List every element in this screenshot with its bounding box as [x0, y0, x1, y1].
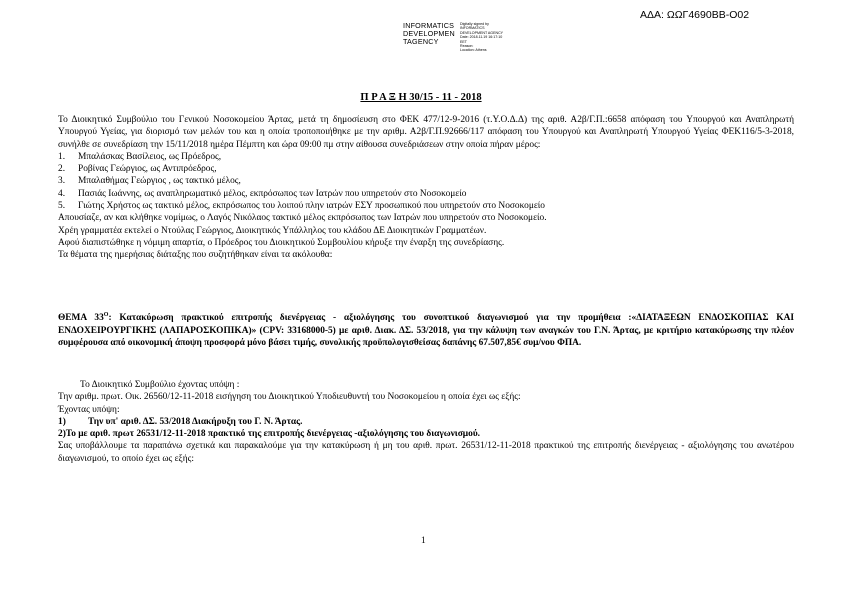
decision-block — [58, 379, 794, 465]
member-number: 4. — [58, 188, 66, 199]
member-number: 3. — [58, 176, 66, 187]
stamp-detail: Location: Athens — [460, 48, 487, 53]
agenda-line: Τα θέματα της ημερήσιας διάταξης που συζητήθηκαν είναι τα ακόλουθα: — [58, 250, 333, 261]
recommendation-line: Την αριθμ. πρωτ. Οικ. 26560/12-11-2018 εισήγηση του Διοικητικού Υποδιευθυντή του Νοσοκομείου η οποία έχει ως εξής: — [58, 392, 521, 403]
member-item — [58, 188, 794, 200]
item-1-number: 1) — [58, 416, 66, 427]
page-number: 1 — [421, 536, 426, 546]
member-text: Μπαλάσκας Βασίλειος, ως Πρόεδρος, — [78, 151, 222, 162]
intro-block — [58, 114, 794, 262]
theme-block — [58, 309, 794, 350]
member-text: Ροβίνας Γεώργιος, ως Αντιπρόεδρος, — [78, 164, 217, 175]
ada-code: ΑΔΑ: ΩΩΓ4690ΒΒ-Ο02 — [640, 9, 750, 21]
stamp-detail: DEVELOPMENT AGENCY — [460, 30, 504, 35]
theme-label: ΘΕΜΑ 33 — [58, 313, 104, 324]
member-item — [58, 175, 794, 187]
member-number: 1. — [58, 151, 66, 162]
signature-stamp-details — [460, 22, 503, 53]
secretary-line: Χρέη γραμματέα εκτελεί ο Ντούλας Γεώργιος, Διοικητικός Υπάλληλος του κλάδου ΔΕ Διοικητικών Γραμματέων. — [58, 225, 487, 236]
member-text: Γιώτης Χρήστος ως τακτικό μέλος, εκπρόσωπος του λοιπού πλην ιατρών ΕΣΥ προσωπικού που υπηρετούν στο Νοσοκομείο — [78, 201, 545, 212]
closing-paragraph: Σας υποβάλλουμε τα παραπάνω σχετικά και παρακαλούμε για την κατακύρωση ή μη του αριθ. πρωτ. 26531/12-11-2018 πρακτικού της επιτροπής διενέργειας - αξιολόγησης του ανωτέρου διαγωνισμού, το οποίο έχει ως εξής: — [58, 441, 794, 464]
title-text: Π Ρ Α Ξ Η 30/15 - 11 - 2018 — [360, 92, 482, 103]
stamp-detail: EET — [460, 39, 467, 44]
member-text: Μπαλαθήμας Γεώργιος , ως τακτικό μέλος, — [78, 176, 241, 187]
theme-text: : Κατακύρωση πρακτικού επιτροπής διενέργειας - αξιολόγησης του συνοπτικού διαγωνισμού για την προμήθεια :«ΔΙΑΤΑΞΕΩΝ ΕΝΔΟΣΚΟΠΙΑΣ ΚΑΙ ΕΝΔΟΧΕΙΡΟΥΡΓΙΚΗΣ (ΛΑΠΑΡΟΣΚΟΠΙΚΑ)» (CPV: 33168000-5) με αριθ. Διακ. ΔΣ. 53/2018, για την κάλυψη των αναγκών του Γ.Ν. Άρτας, με κριτήριο κατακύρωσης την πλέον συμφέρουσα από οικονομική άποψη προσφορά μόνο βάσει τιμής, συνολικής προϋπολογισθείσας δαπάνης 67.507,85€ συμ/νου ΦΠΑ. — [58, 313, 794, 349]
stamp-detail: Date: 2018.11.19 16:17:10 — [460, 35, 503, 40]
signature-stamp-logo — [403, 22, 455, 46]
member-item — [58, 163, 794, 175]
stamp-detail: Digitally signed by — [460, 22, 489, 26]
member-text: Πασιάς Ιωάννης, ως αναπληρωματικό μέλος, εκπρόσωπος των Ιατρών που υπηρετούν στο Νοσοκομείο — [78, 188, 467, 199]
logo-line: DEVELOPMEN — [403, 29, 455, 38]
logo-line: TAGENCY — [403, 37, 439, 46]
having-line: Έχοντας υπόψη: — [58, 404, 120, 415]
document-title — [0, 92, 842, 103]
quorum-line: Αφού διαπιστώθηκε η νόμιμη απαρτία, ο Πρόεδρος του Διοικητικού Συμβουλίου κήρυξε την έναρξη της συνεδρίασης. — [58, 237, 505, 248]
item-1-text: Την υπ' αριθ. ΔΣ. 53/2018 Διακήρυξη του Γ. Ν. Άρτας. — [88, 416, 303, 427]
member-item — [58, 200, 794, 212]
logo-line: INFORMATICS — [403, 21, 455, 30]
stamp-detail: Reason: — [460, 44, 474, 49]
absent-line: Απουσίαζε, αν και κλήθηκε νομίμως, ο Λαγός Νικόλαος τακτικό μέλος εκπρόσωπος των Ιατρών που υπηρετούν στο Νοσοκομείο. — [58, 213, 547, 224]
item-1 — [58, 416, 794, 428]
item-2: 2)Το με αριθ. πρωτ 26531/12-11-2018 πρακτικό της επιτροπής διενέργειας -αξιολόγησης του διαγωνισμού. — [58, 429, 481, 440]
member-number: 5. — [58, 201, 66, 212]
member-item — [58, 151, 794, 163]
stamp-detail: INFORMATICS — [460, 26, 485, 31]
theme-superscript: Ο — [103, 312, 109, 318]
board-line: Το Διοικητικό Συμβούλιο έχοντας υπόψη : — [80, 380, 240, 390]
member-number: 2. — [58, 164, 66, 175]
intro-paragraph: Το Διοικητικό Συμβούλιο του Γενικού Νοσοκομείου Άρτας, μετά τη δημοσίευση στο ΦΕΚ 477/12-9-2016 (τ.Υ.Ο.Δ.Δ) της αριθ. Α2β/Γ.Π.:6658 απόφαση του Υπουργού και Αναπληρωτή Υπουργού Υγείας, για διορισμό των μελών του και η οποία τροποποιήθηκε με την αριθμ. Α2β/Γ.Π.92666/117 απόφαση του Υπουργού και Αναπληρωτή Υπουργού Υγείας ΦΕΚ116/5-3-2018, συνήλθε σε συνεδρίαση την 15/11/2018 ημέρα Πέμπτη και ώρα 09:00 πμ στην αίθουσα συνεδριάσεων στην οποία πήραν μέρος: — [58, 115, 794, 150]
